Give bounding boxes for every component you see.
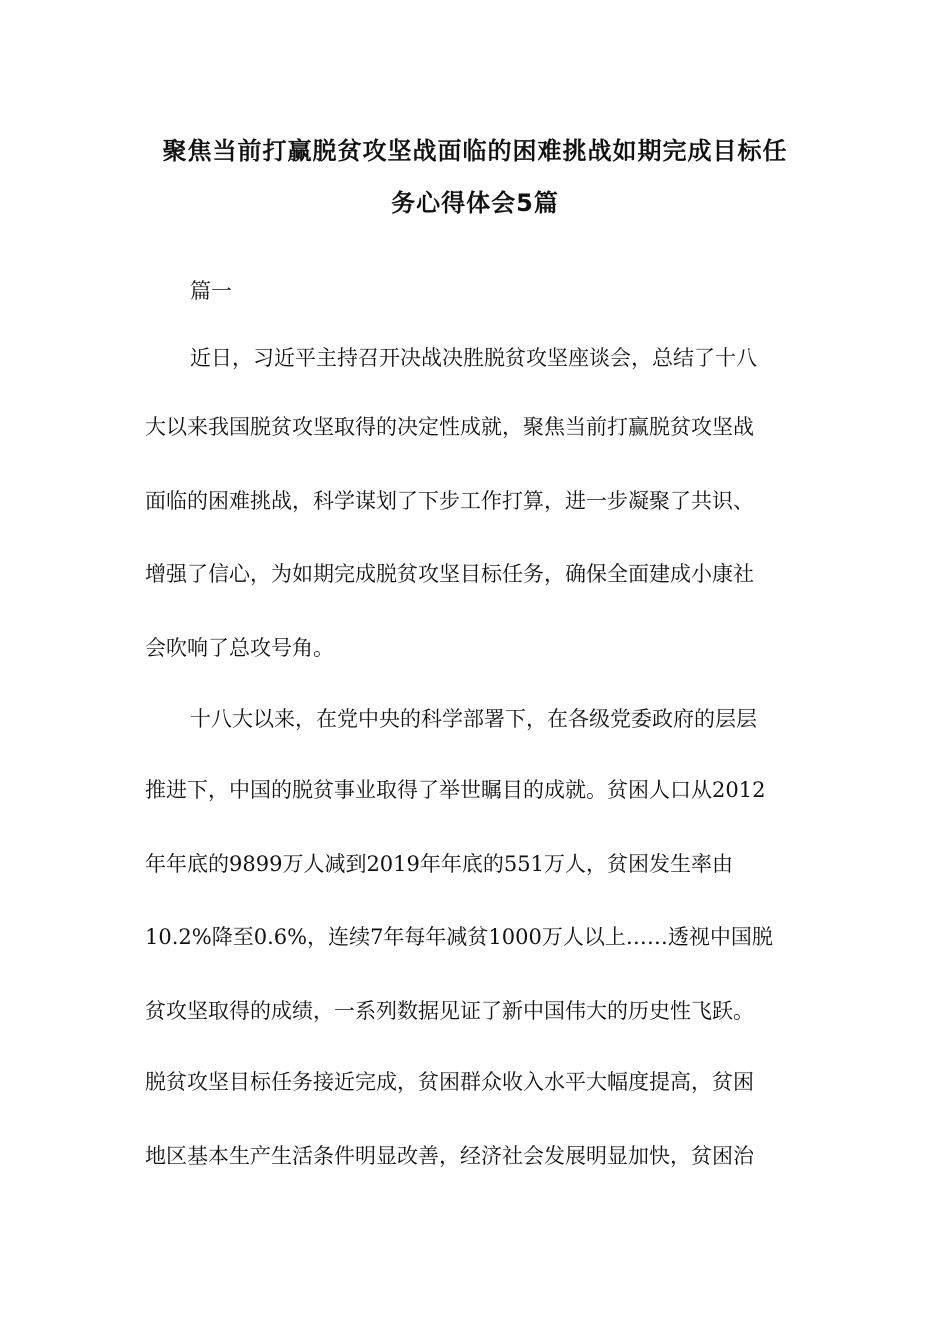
paragraph-line: 十八大以来，在党中央的科学部署下，在各级党委政府的层层 — [190, 707, 757, 731]
paragraph-line: 10.2%降至0.6%，连续7年每年减贫1000万人以上……透视中国脱 — [145, 925, 773, 949]
document-title-line-1: 聚焦当前打赢脱贫攻坚战面临的困难挑战如期完成目标任 — [162, 137, 788, 165]
paragraph-line: 大以来我国脱贫攻坚取得的决定性成就，聚焦当前打赢脱贫攻坚战 — [145, 415, 754, 439]
paragraph-line: 近日，习近平主持召开决战决胜脱贫攻坚座谈会，总结了十八 — [190, 346, 757, 370]
paragraph-line: 贫攻坚取得的成绩，一系列数据见证了新中国伟大的历史性飞跃。 — [145, 999, 754, 1023]
paragraph-line: 年年底的9899万人减到2019年年底的551万人，贫困发生率由 — [145, 852, 733, 876]
paragraph-line: 会吹响了总攻号角。 — [145, 636, 334, 660]
paragraph-line: 地区基本生产生活条件明显改善，经济社会发展明显加快，贫困治 — [145, 1144, 754, 1168]
paragraph-line: 面临的困难挑战，科学谋划了下步工作打算，进一步凝聚了共识、 — [145, 489, 754, 513]
document-title-line-2: 务心得体会5篇 — [391, 189, 559, 217]
paragraph-line: 推进下，中国的脱贫事业取得了举世瞩目的成就。贫困人口从2012 — [145, 778, 766, 802]
paragraph-line: 脱贫攻坚目标任务接近完成，贫困群众收入水平大幅度提高，贫困 — [145, 1070, 754, 1094]
paragraph-line: 增强了信心，为如期完成脱贫攻坚目标任务，确保全面建成小康社 — [145, 562, 754, 586]
section-heading: 篇一 — [190, 279, 232, 303]
